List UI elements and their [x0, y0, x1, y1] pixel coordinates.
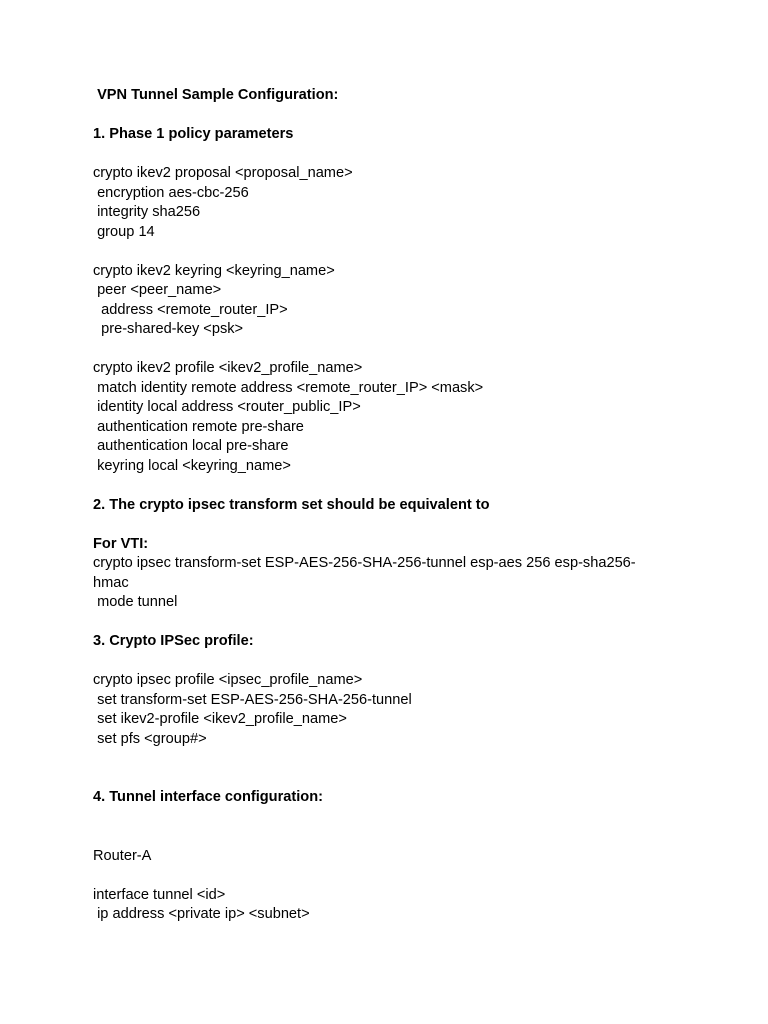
config-line: hmac [93, 574, 129, 591]
config-line: crypto ikev2 keyring <keyring_name> [93, 262, 335, 279]
section-heading: VPN Tunnel Sample Configuration: [93, 87, 339, 103]
config-line: ip address <private ip> <subnet> [93, 906, 310, 922]
config-line: match identity remote address <remote_router_IP> <mask> [93, 379, 484, 396]
config-line: set pfs <group#> [93, 730, 207, 747]
blank-line [93, 340, 733, 360]
blank-line [93, 808, 733, 828]
section-heading: 2. The crypto ipsec transform set should be equivalent to [93, 496, 490, 513]
config-line: pre-shared-key <psk> [93, 321, 244, 337]
config-line: Router-A [93, 847, 152, 864]
blank-line [93, 476, 733, 496]
config-line: authentication remote pre-share [93, 418, 304, 435]
config-line: crypto ipsec transform-set ESP-AES-256-SHA-256-tunnel esp-aes 256 esp-sha256- [93, 555, 636, 571]
config-line: peer <peer_name> [93, 282, 222, 298]
blank-line [93, 515, 733, 535]
blank-line [93, 145, 733, 165]
blank-line [93, 866, 733, 886]
config-line: encryption aes-cbc-256 [93, 184, 249, 201]
config-line: set ikev2-profile <ikev2_profile_name> [93, 711, 347, 727]
blank-line [93, 613, 733, 633]
config-line: mode tunnel [93, 594, 178, 610]
config-line: identity local address <router_public_IP> [93, 399, 361, 415]
config-line: group 14 [93, 223, 155, 240]
config-line: set transform-set ESP-AES-256-SHA-256-tunnel [93, 691, 412, 708]
config-line: address <remote_router_IP> [93, 301, 288, 318]
document-body [93, 86, 733, 925]
section-heading: 1. Phase 1 policy parameters [93, 126, 294, 142]
config-line: crypto ikev2 proposal <proposal_name> [93, 165, 353, 181]
config-line: crypto ikev2 profile <ikev2_profile_name> [93, 360, 363, 376]
section-heading: 4. Tunnel interface configuration: [93, 789, 324, 805]
blank-line [93, 827, 733, 847]
config-line: authentication local pre-share [93, 438, 289, 454]
section-heading: 3. Crypto IPSec profile: [93, 633, 254, 649]
config-line: crypto ipsec profile <ipsec_profile_name> [93, 672, 363, 688]
config-line: interface tunnel <id> [93, 886, 226, 903]
config-line: keyring local <keyring_name> [93, 457, 291, 474]
blank-line [93, 242, 733, 262]
config-line: integrity sha256 [93, 204, 201, 220]
section-heading: For VTI: [93, 535, 149, 552]
blank-line [93, 106, 733, 126]
blank-line [93, 652, 733, 672]
blank-line [93, 769, 733, 789]
blank-line [93, 749, 733, 769]
